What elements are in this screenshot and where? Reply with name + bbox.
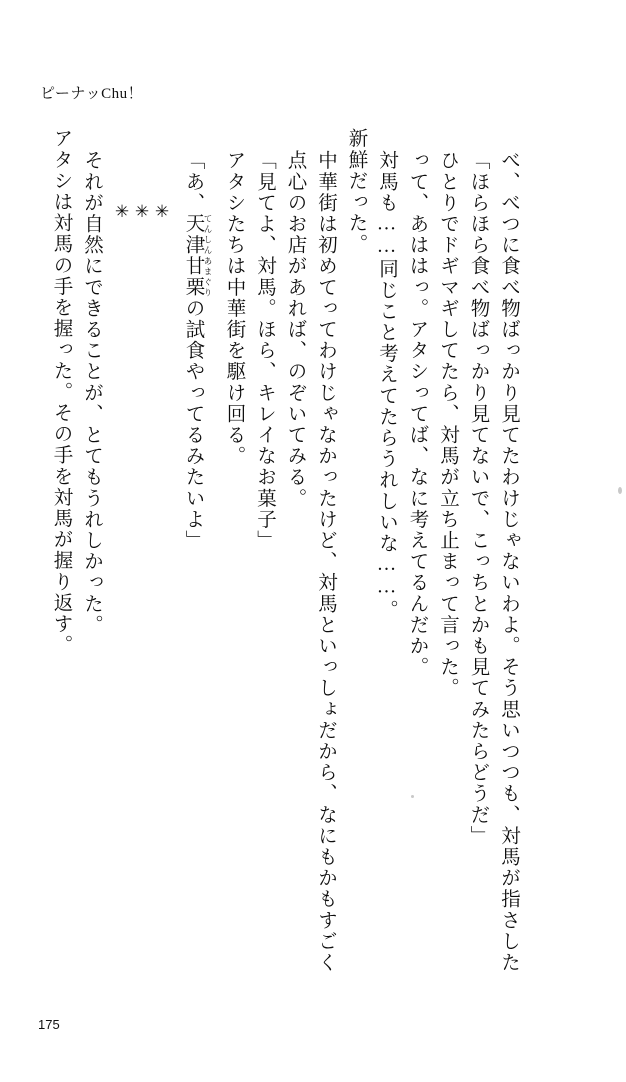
text-column-10: 対馬も……同じこと考えてたらうれしいな……。 [376,150,397,621]
column-4-suffix: の試食やってるみたいよ」 [182,297,204,551]
asterisk-3: ✳ [112,202,132,224]
page-number: 175 [38,1017,60,1032]
scan-speck-1 [618,487,622,494]
text-column-6: 「見てよ、対馬。ほら、キレイなお菓子」 [254,150,275,551]
text-column-7: 点心のお店があれば、のぞいてみる。 [284,150,306,509]
text-column-14: べ、べつに食べ物ばっかり見てたわけじゃないわよ。そう思いつつも、対馬が指さした [498,150,519,973]
asterisk-2: ✳ [132,202,152,224]
ruby-reading: てんしんあまぐり [203,213,213,298]
text-column-12: ひとりでドギマギしてたら、対馬が立ち止まって言った。 [437,150,458,699]
running-header: ピーナッChu！ [40,86,144,102]
text-column-2: それが自然にできることが、とてもうれしかった。 [81,150,102,636]
vertical-text-body [40,128,580,1008]
text-column-8: 中華街は初めてってわけじゃなかったけど、対馬といっしょだから、なにもかもすごく [315,150,336,973]
text-column-11: って、あははっ。アタシってば、なに考えてるんだか。 [406,150,428,678]
ruby-base: 天津甘栗 [182,213,204,298]
text-column-4 [183,128,213,1030]
scan-speck-2 [411,795,414,798]
scene-break [112,128,172,1082]
text-column-13: 「ほらほら食べ物ばっかり見てないで、こっちとかも見てみたらどうだ」 [467,150,489,847]
column-4-prefix: 「あ、 [182,150,204,214]
text-column-5: アタシたちは中華街を駆け回る。 [223,150,245,467]
text-column-1: アタシは対馬の手を握った。その手を対馬が握り返す。 [50,128,72,656]
text-column-9: 新鮮だった。 [345,128,367,255]
asterisk-1: ✳ [152,202,172,224]
ruby-tenshin-amaguri [182,213,213,298]
